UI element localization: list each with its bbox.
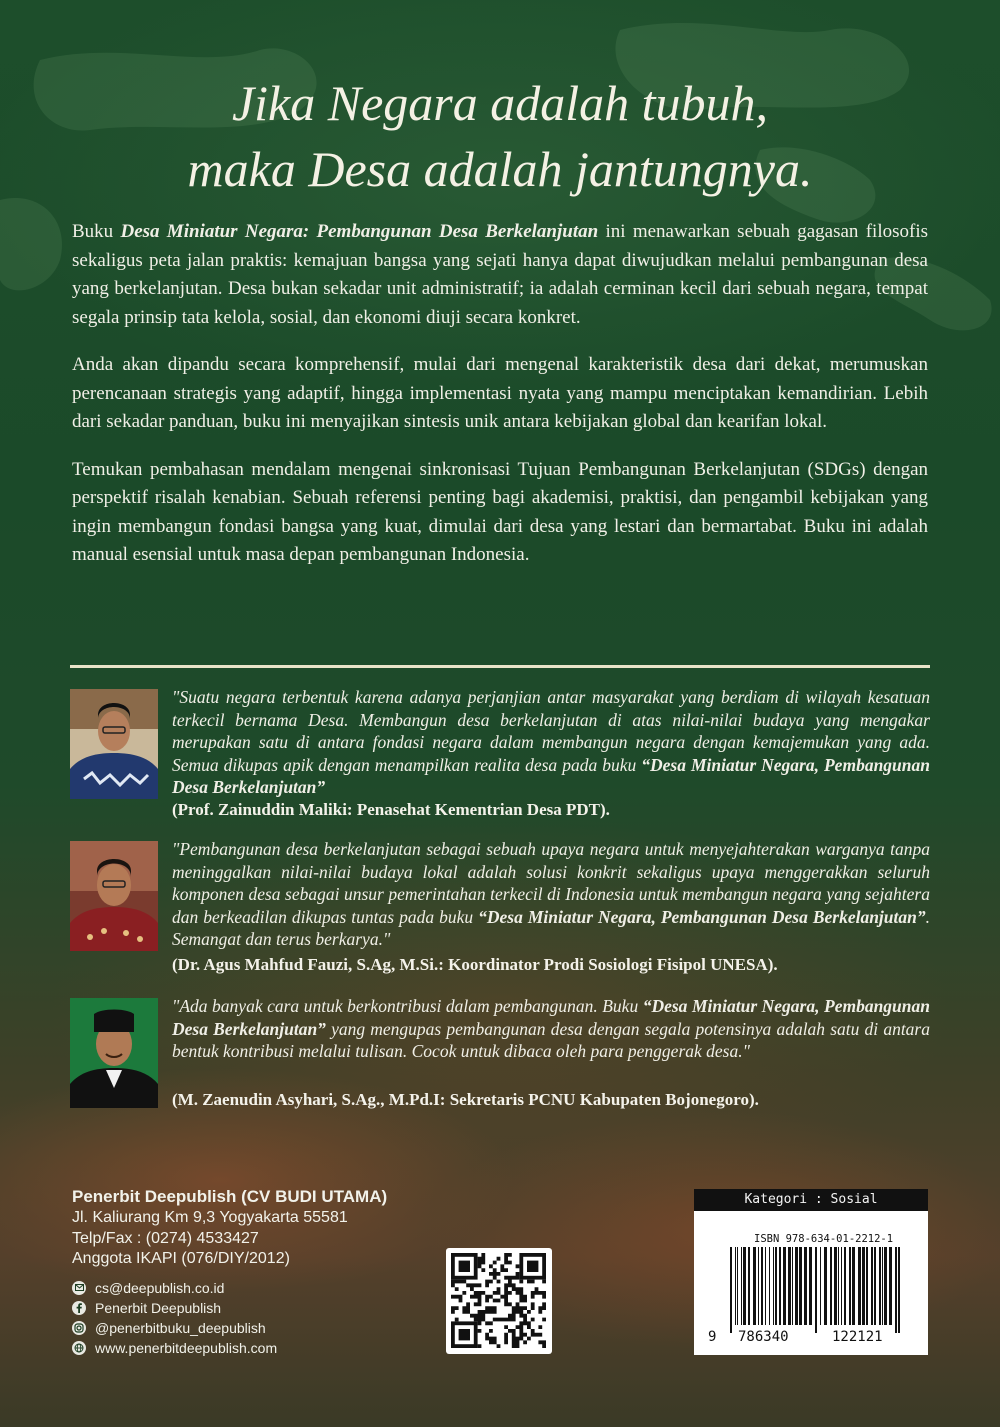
testimonial-2-quote-end: . Semangat dan terus berkarya.": [172, 906, 931, 949]
synopsis-paragraph-2: Anda akan dipandu secara komprehensif, mulai dari mengenal karakteristik desa dari dekat, merumuskan perencanaan strategis yang adaptif, hingga implementasi nyata yang mampu menciptakan kemandirian. Lebih dari sekadar panduan, buku ini menyajikan sintesis unik antara kebijakan global dan kearifan lokal.: [72, 354, 928, 432]
contact-facebook: [72, 1298, 387, 1318]
publisher-phone: Telp/Fax : (0274) 4533427: [72, 1229, 259, 1247]
testimonial-1-author: (Prof. Zainuddin Maliki: Penasehat Kementrian Desa PDT).: [172, 800, 610, 819]
testimonial-2: [70, 839, 931, 974]
headline-line-2: maka Desa adalah jantungnya.: [187, 141, 813, 197]
contact-email: [72, 1278, 387, 1298]
avatar-testimonial-3: [70, 998, 158, 1108]
testimonial-1-book-title: “Desa Miniatur Negara, Pembangunan Desa Berkelanjutan”: [172, 754, 930, 797]
synopsis-p1-prefix: Buku: [72, 221, 121, 242]
synopsis: [72, 218, 928, 589]
synopsis-p1-rest: ini menawarkan sebuah gagasan filosofis sekaligus peta jalan praktis: kemajuan bangsa yang sejati hanya dapat diwujudkan melalui pembangunan desa yang berkelanjutan. Desa bukan sekadar unit administratif; ia adalah cerminan kecil dari sebuah negara, tempat segala prinsip tata kelola, sosial, dan ekonomi diuji secara konkret.: [72, 221, 928, 328]
synopsis-paragraph-3: Temukan pembahasan mendalam mengenai sinkronisasi Tujuan Pembangunan Berkelanjutan (SDGs) dengan perspektif risalah kenabian. Sebuah referensi penting bagi akademisi, praktisi, dan pengambil kebijakan yang ingin membangun fondasi bangsa yang kuat, dimulai dari desa yang lestari dan bermartabat. Buku ini adalah manual esensial untuk masa depan pembangunan Indonesia.: [72, 458, 928, 565]
testimonial-3-author: (M. Zaenudin Asyhari, S.Ag., M.Pd.I: Sekretaris PCNU Kabupaten Bojonegoro).: [172, 1090, 759, 1109]
testimonial-1-quote-text: "Suatu negara terbentuk karena adanya perjanjian antar masyarakat yang berdiam di wilayah kesatuan terkecil bernama Desa. Membangun desa berkelanjutan di atas nilai-nilai budaya yang mengakar merupakan satu di antara fondasi negara dalam membangun negara dengan kemajemukan yang ada. Semua dikupas apik dengan menampilkan realita desa pada buku: [172, 687, 930, 775]
headline-line-1: Jika Negara adalah tubuh,: [231, 75, 769, 131]
publisher-name: Penerbit Deepublish (CV BUDI UTAMA): [72, 1187, 388, 1206]
testimonial-3-quote-text: "Ada banyak cara untuk berkontribusi dalam pembangunan. Buku: [172, 996, 643, 1016]
testimonial-2-quote-text: "Pembangunan desa berkelanjutan sebagai sebuah upaya negara untuk menyejahterakan warganya tanpa meninggalkan nilai-nilai budaya lokal adalah solusi konkrit sekaligus upaya menggerakkan seluruh komponen desa sebagai unsur pemerintahan terkecil di Indonesia untuk membangun negara yang sejahtera dan berkeadilan dikupas tuntas pada buku: [172, 839, 930, 927]
testimonial-1-quote: [172, 686, 930, 799]
qr-code[interactable]: [446, 1248, 552, 1354]
testimonial-3-book-title: “Desa Miniatur Negara, Pembangunan Desa Berkelanjutan”: [172, 996, 930, 1039]
category-label: Kategori : Sosial: [694, 1189, 928, 1211]
barcode-digits-left: 786340: [738, 1329, 789, 1345]
contact-website: [72, 1338, 387, 1358]
testimonial-2-author: (Dr. Agus Mahfud Fauzi, S.Ag, M.Si.: Koordinator Prodi Sosiologi Fisipol UNESA).: [172, 955, 778, 974]
testimonial-3: [70, 998, 930, 1110]
facebook-icon: [72, 1301, 86, 1315]
barcode-digits-right: 122121: [832, 1329, 883, 1345]
instagram-icon: [72, 1321, 86, 1335]
avatar-testimonial-1: [70, 689, 158, 799]
testimonial-3-quote-end: yang mengupas pembangunan desa dengan segala potensinya adalah satu di antara bentuk kontribusi melalui tulisan. Cocok untuk dibaca oleh para penggerak desa.": [172, 1018, 930, 1061]
facebook-link[interactable]: Penerbit Deepublish: [95, 1299, 222, 1316]
publisher-address: Jl. Kaliurang Km 9,3 Yogyakarta 55581: [72, 1209, 348, 1226]
headline: [0, 70, 1000, 202]
divider: [70, 665, 930, 668]
globe-icon: [72, 1341, 86, 1355]
envelope-icon: [72, 1281, 86, 1295]
contact-instagram: [72, 1318, 387, 1338]
barcode-digit-first: 9: [708, 1329, 717, 1345]
publisher-contacts: [72, 1278, 387, 1358]
website-link[interactable]: www.penerbitdeepublish.com: [95, 1339, 278, 1356]
avatar-testimonial-2: [70, 841, 158, 951]
testimonial-1: [70, 687, 930, 819]
instagram-link[interactable]: @penerbitbuku_deepublish: [95, 1319, 266, 1336]
testimonial-3-quote: [172, 995, 930, 1063]
book-title: Desa Miniatur Negara: Pembangunan Desa Berkelanjutan: [120, 221, 599, 242]
synopsis-paragraph-1: [72, 218, 928, 332]
publisher-ikapi: Anggota IKAPI (076/DIY/2012): [72, 1250, 290, 1267]
barcode-bars: [694, 1189, 928, 1355]
testimonial-2-book-title: “Desa Miniatur Negara, Pembangunan Desa Berkelanjutan”: [478, 906, 926, 927]
isbn-number: ISBN 978-634-01-2212-1: [754, 1233, 894, 1245]
publisher-info: [72, 1186, 387, 1358]
isbn-barcode: [694, 1189, 928, 1355]
testimonial-2-quote: [172, 838, 930, 951]
email-link[interactable]: cs@deepublish.co.id: [95, 1279, 225, 1296]
